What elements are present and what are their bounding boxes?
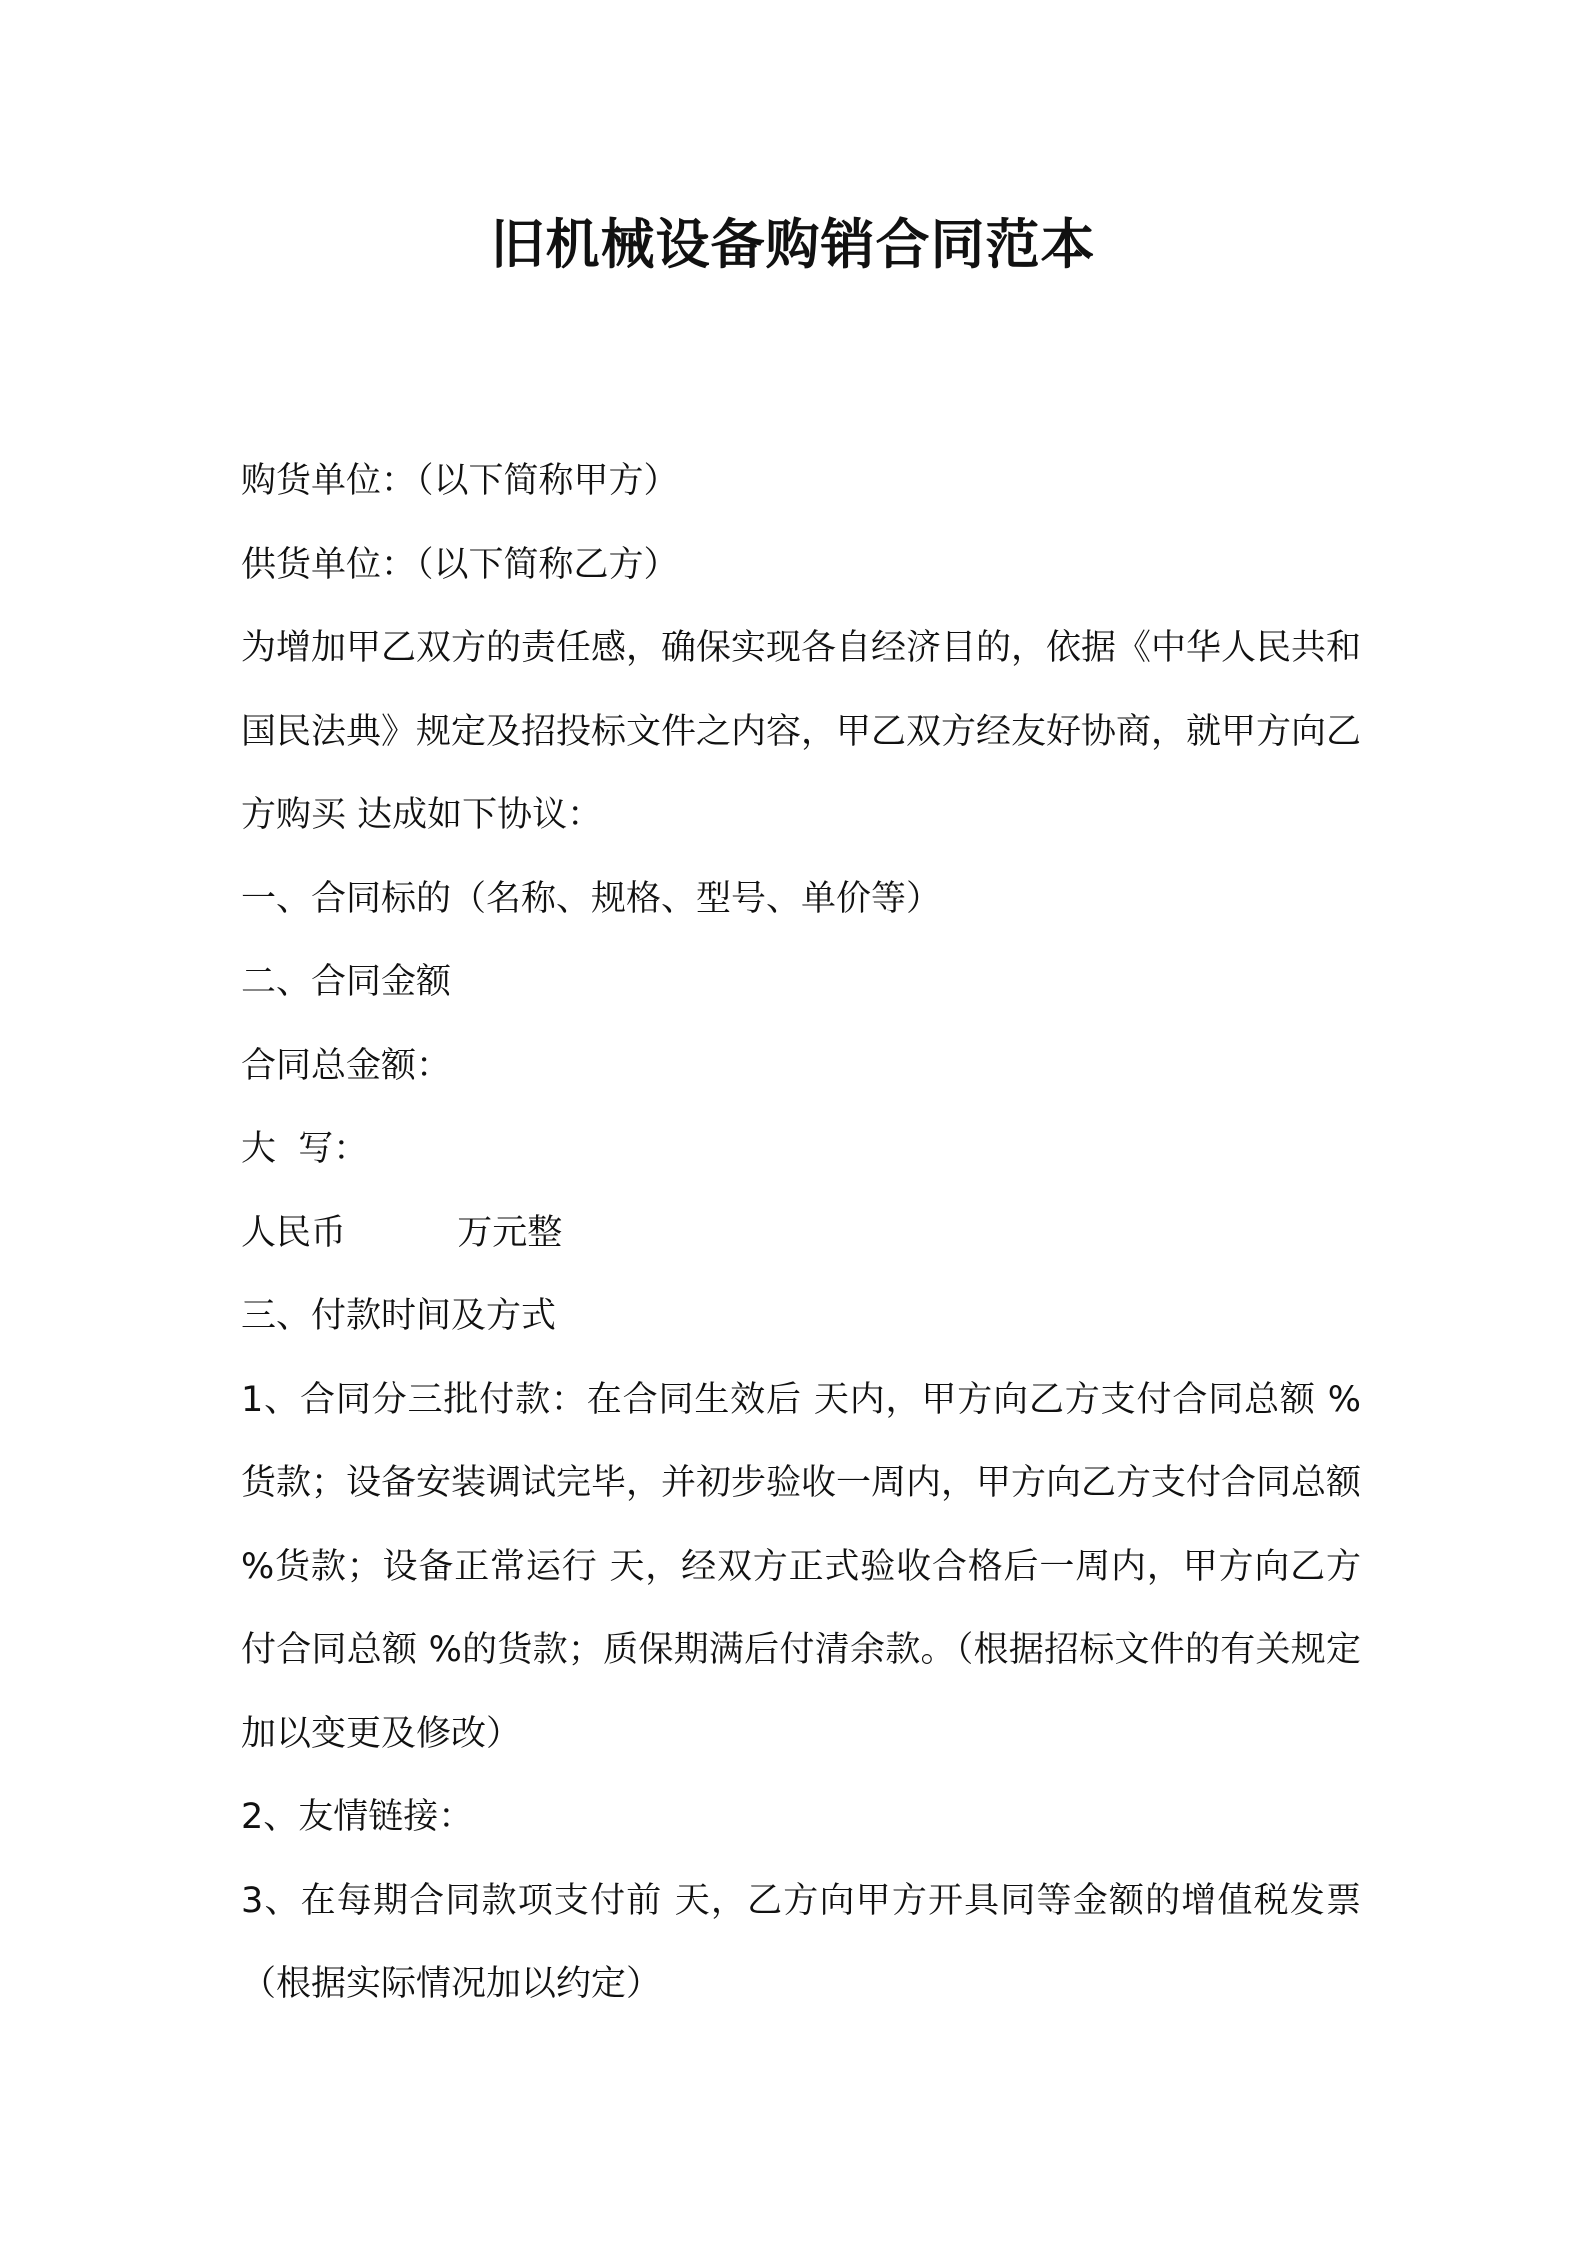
payment-clause-3: 3、在每期合同款项支付前 天，乙方向甲方开具同等金额的增值税发票（根据实际情况加以约定） xyxy=(241,1880,1361,2004)
section-2-heading: 二、合同金额 xyxy=(241,962,452,1002)
buyer-line: 购货单位：（以下简称甲方） xyxy=(241,461,679,501)
total-amount-label: 合同总金额： xyxy=(241,1045,452,1086)
document-body xyxy=(241,440,1373,2027)
document-title: 旧机械设备购销合同范本 xyxy=(490,213,1096,276)
intro-paragraph: 为增加甲乙双方的责任感，确保实现各自经济目的，依据《中华人民共和国民法典》规定及招投标文件之内容，甲乙双方经友好协商，就甲方向乙方购买 达成如下协议： xyxy=(241,628,1362,835)
capital-amount-label: 大 写： xyxy=(241,1129,369,1169)
seller-line: 供货单位：（以下简称乙方） xyxy=(241,544,679,585)
section-1-heading: 一、合同标的（名称、规格、型号、单价等） xyxy=(241,878,942,919)
payment-clause-2: 2、友情链接： xyxy=(241,1797,474,1837)
payment-clause-1: 1、合同分三批付款：在合同生效后 天内，甲方向乙方支付合同总额 %货款；设备安装调试完毕，并初步验收一周内，甲方向乙方支付合同总额 %货款；设备正常运行 天，经双方正式验收合格后一周内，甲方向乙方付合同总额 %的货款；质保期满后付清余款。（根据招标文件的有关规定加以变更及修改） xyxy=(241,1379,1373,1754)
rmb-amount-line: 人民币 万元整 xyxy=(241,1212,563,1253)
section-3-heading: 三、付款时间及方式 xyxy=(241,1296,557,1336)
